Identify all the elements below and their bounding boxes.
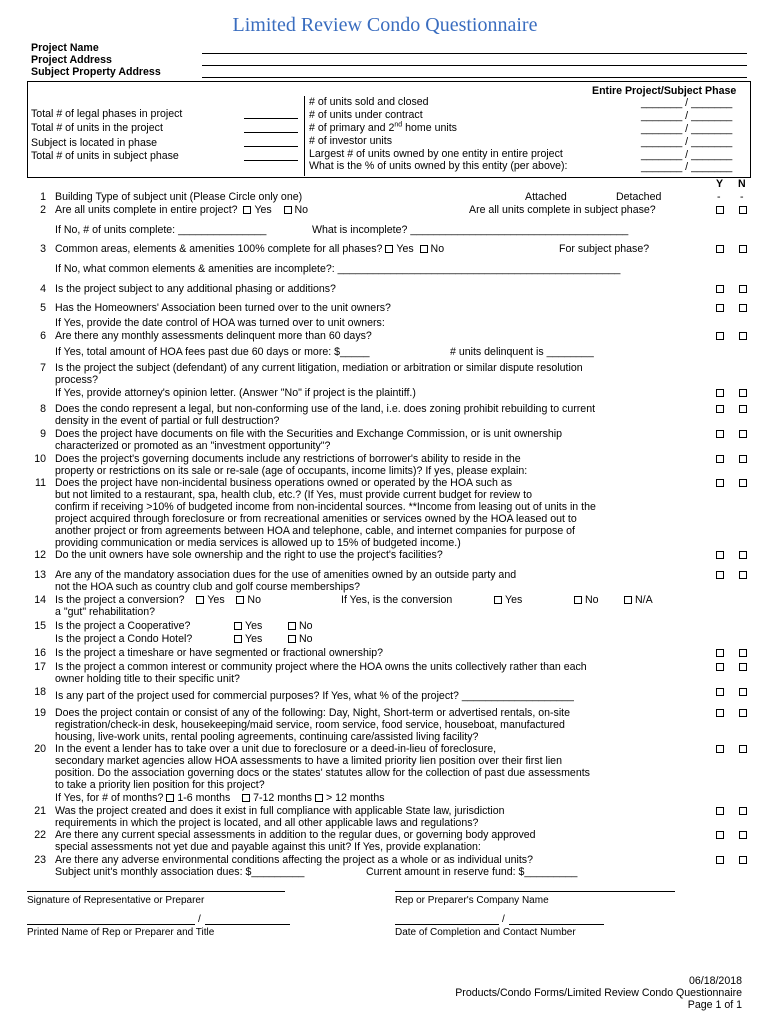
subject-property-address-label: Subject Property Address	[31, 66, 161, 78]
question-17-text: Is the project a common interest or community project where the HOA owns the units collectively rather than each	[55, 661, 587, 673]
question-19-text: registration/check-in desk, housekeeping/maid service, room service, food service, houseboat, manufactured	[55, 719, 565, 731]
question-20-text: secondary market agencies allow HOA assessments to have a limited priority lien position over their first lien	[55, 755, 562, 767]
footer-date: 06/18/2018	[688, 975, 742, 987]
question-number: 2	[40, 204, 46, 216]
question-18-text: Is any part of the project used for commercial purposes? If Yes, what % of the project? ___________________	[55, 690, 574, 702]
question-9-text: characterized or promoted as an "investment opportunity"?	[55, 440, 331, 452]
q9-y-checkbox[interactable]	[716, 430, 724, 438]
question-11-text: providing communication or media services is allowed up to 15% of budgeted income.)	[55, 537, 461, 549]
question-number: 20	[34, 743, 46, 755]
question-11-text: Does the project have non-incidental business operations owned or operated by the HOA such as	[55, 477, 512, 489]
q13-n-checkbox[interactable]	[739, 571, 747, 579]
total-units-label: Total # of units in the project	[31, 122, 163, 134]
question-22-text: Are there any current special assessments in addition to the regular dues, or governing body approved	[55, 829, 536, 841]
q11-y-checkbox[interactable]	[716, 479, 724, 487]
subject-phase-label: Subject is located in phase	[31, 137, 158, 149]
q10-n-checkbox[interactable]	[739, 455, 747, 463]
footer-path: Products/Condo Forms/Limited Review Condo Questionnaire	[455, 987, 742, 999]
q18-y-checkbox[interactable]	[716, 688, 724, 696]
footer-page: Page 1 of 1	[687, 999, 742, 1011]
units-sold-field[interactable]: _______ / _______	[641, 97, 733, 109]
question-15b-text: Is the project a Condo Hotel?	[55, 633, 193, 645]
completion-date-label: Date of Completion and Contact Number	[395, 927, 576, 938]
q22-n-checkbox[interactable]	[739, 831, 747, 839]
q3-y-checkbox[interactable]	[716, 245, 724, 253]
q13-y-checkbox[interactable]	[716, 571, 724, 579]
question-22-text: special assessments not yet due and payable against this unit? If Yes, provide explanation:	[55, 841, 481, 853]
entire-project-heading: Entire Project/Subject Phase	[592, 85, 737, 97]
title-field[interactable]	[205, 924, 290, 925]
question-number: 15	[34, 620, 46, 632]
q8-n-checkbox[interactable]	[739, 405, 747, 413]
question-number: 5	[40, 302, 46, 314]
q5-n-checkbox[interactable]	[739, 304, 747, 312]
question-11-text: another project or from agreements between HOA and telephone, cable, and internet companies for purpose of	[55, 525, 575, 537]
question-14-text: Is the project a conversion? Yes No	[55, 594, 261, 606]
question-number: 16	[34, 647, 46, 659]
question-number: 4	[40, 283, 46, 295]
question-number: 18	[34, 686, 46, 698]
q7-y-checkbox[interactable]	[716, 389, 724, 397]
question-number: 21	[34, 805, 46, 817]
q14-conv-na-checkbox[interactable]	[624, 596, 632, 604]
largest-owner-label: Largest # of units owned by one entity in entire project	[309, 148, 563, 160]
subject-phase-field[interactable]	[244, 146, 298, 147]
q18-n-checkbox[interactable]	[739, 688, 747, 696]
q3-n-checkbox[interactable]	[739, 245, 747, 253]
question-number: 9	[40, 428, 46, 440]
q15a-yes: Yes	[234, 620, 262, 632]
question-number: 6	[40, 330, 46, 342]
q4-n-checkbox[interactable]	[739, 285, 747, 293]
q9-n-checkbox[interactable]	[739, 430, 747, 438]
q14-conv-yes-checkbox[interactable]	[494, 596, 502, 604]
question-number: 1	[40, 191, 46, 203]
question-6b-text: If Yes, total amount of HOA fees past due 60 days or more: $_____	[55, 346, 370, 358]
question-17-text: owner holding title to their specific unit?	[55, 673, 240, 685]
subject-property-address-field[interactable]	[202, 77, 747, 78]
project-address-label: Project Address	[31, 54, 112, 66]
months-1-6-checkbox[interactable]	[166, 794, 174, 802]
q12-n-checkbox[interactable]	[739, 551, 747, 559]
legal-phases-label: Total # of legal phases in project	[31, 108, 183, 120]
slash: /	[502, 914, 505, 925]
signature-field[interactable]	[27, 891, 285, 892]
q22-y-checkbox[interactable]	[716, 831, 724, 839]
q2-yes-checkbox[interactable]	[243, 206, 251, 214]
question-19-text: Does the project contain or consist of any of the following: Day, Night, Short-term or advertised rentals, on-site	[55, 707, 571, 719]
question-20-text: In the event a lender has to take over a unit due to foreclosure or a deed-in-lieu of foreclosure,	[55, 743, 497, 755]
yes-column-heading: Y	[716, 178, 724, 190]
attached-option[interactable]: Attached	[525, 191, 567, 203]
question-10-text: Does the project's governing documents include any restrictions of borrower's ability to reside in the	[55, 453, 521, 465]
question-number: 3	[40, 243, 46, 255]
q7-n-checkbox[interactable]	[739, 389, 747, 397]
completion-date-field[interactable]	[395, 924, 499, 925]
question-15a-text: Is the project a Cooperative?	[55, 620, 191, 632]
question-number: 10	[34, 453, 46, 465]
primary-second-home-field[interactable]: _______ / _______	[641, 123, 733, 135]
question-21-text: requirements in which the project is located, and all other applicable laws and regulations?	[55, 817, 479, 829]
q16-y-checkbox[interactable]	[716, 649, 724, 657]
question-19-text: housing, live-work units, rental pooling agreements, continuing care/assisted living facility?	[55, 731, 479, 743]
printed-name-field[interactable]	[27, 924, 195, 925]
q23-n-checkbox[interactable]	[739, 856, 747, 864]
q14-yes-checkbox[interactable]	[196, 596, 204, 604]
company-name-label: Rep or Preparer's Company Name	[395, 895, 549, 906]
q14-conv-na: N/A	[624, 594, 653, 606]
months-7-12-checkbox[interactable]	[242, 794, 250, 802]
question-16-text: Is the project a timeshare or have segmented or fractional ownership?	[55, 647, 383, 659]
q17-y-checkbox[interactable]	[716, 663, 724, 671]
total-units-field[interactable]	[244, 132, 298, 133]
question-11-text: confirm if receiving >10% of budgeted income from non-incidental sources. **Income from leasing out of units in the	[55, 501, 596, 513]
q14-conv-no-checkbox[interactable]	[574, 596, 582, 604]
footer	[455, 975, 742, 1011]
q6-y-checkbox[interactable]	[716, 332, 724, 340]
question-3-text: Common areas, elements & amenities 100% complete for all phases? Yes No	[55, 243, 445, 255]
question-10-text: property or restrictions on its sale or re-sale (age of occupants, income limits)? If yes, please explain:	[55, 465, 528, 477]
owner-percent-field[interactable]: _______ / _______	[641, 161, 733, 173]
question-8-text: density in the event of partial or full destruction?	[55, 415, 280, 427]
q15a-no-checkbox[interactable]	[288, 622, 296, 630]
question-21-text: Was the project created and does it exist in full compliance with applicable State law, jurisdiction	[55, 805, 505, 817]
question-4-text: Is the project subject to any additional phasing or additions?	[55, 283, 336, 295]
investor-units-label: # of investor units	[309, 135, 393, 147]
slash: /	[198, 914, 201, 925]
units-under-contract-label: # of units under contract	[309, 109, 423, 121]
units-sold-label: # of units sold and closed	[309, 96, 429, 108]
contact-number-field[interactable]	[509, 924, 604, 925]
question-5b-text: If Yes, provide the date control of HOA was turned over to unit owners:	[55, 317, 385, 329]
q21-y-checkbox[interactable]	[716, 807, 724, 815]
q19-n-checkbox[interactable]	[739, 709, 747, 717]
owner-percent-label: What is the % of units owned by this entity (per above):	[309, 160, 568, 172]
question-9-text: Does the project have documents on file with the Securities and Exchange Commission, or is unit ownership	[55, 428, 562, 440]
q3-no-checkbox[interactable]	[420, 245, 428, 253]
q16-n-checkbox[interactable]	[739, 649, 747, 657]
question-6-text: Are there any monthly assessments delinquent more than 60 days?	[55, 330, 372, 342]
question-8-text: Does the condo represent a legal, but non-conforming use of the land, i.e. does zoning prohibit rebuilding to current	[55, 403, 596, 415]
project-address-field[interactable]	[202, 65, 747, 66]
question-14c-text: If Yes, is the conversion	[341, 594, 453, 606]
q6-n-checkbox[interactable]	[739, 332, 747, 340]
q15a-no: No	[288, 620, 313, 632]
question-2d-text: What is incomplete? _____________________________________	[312, 224, 629, 236]
q3-yes-checkbox[interactable]	[385, 245, 393, 253]
question-number: 19	[34, 707, 46, 719]
q2-y-checkbox[interactable]	[716, 206, 724, 214]
primary-second-home-label: # of primary and 2nd home units	[309, 121, 457, 134]
investor-units-field[interactable]: _______ / _______	[641, 136, 733, 148]
printed-name-label: Printed Name of Rep or Preparer and Title	[27, 927, 215, 938]
question-number: 13	[34, 569, 46, 581]
subject-phase-units-label: Total # of units in subject phase	[31, 150, 179, 162]
question-13-text: Are any of the mandatory association dues for the use of amenities owned by an outside party and	[55, 569, 517, 581]
no-dash: -	[740, 191, 744, 203]
q15a-yes-checkbox[interactable]	[234, 622, 242, 630]
q14-conv-no: No	[574, 594, 599, 606]
signature-label: Signature of Representative or Preparer	[27, 895, 205, 906]
question-number: 7	[40, 362, 46, 374]
q15b-yes-checkbox[interactable]	[234, 635, 242, 643]
no-column-heading: N	[738, 178, 746, 190]
months-12-plus-checkbox[interactable]	[315, 794, 323, 802]
question-7-text: process?	[55, 374, 98, 386]
question-number: 22	[34, 829, 46, 841]
legal-phases-field[interactable]	[244, 118, 298, 119]
project-name-field[interactable]	[202, 53, 747, 54]
question-5-text: Has the Homeowners' Association been turned over to the unit owners?	[55, 302, 391, 314]
company-name-field[interactable]	[395, 891, 675, 892]
question-20-text: to take a priority lien position for this project?	[55, 779, 265, 791]
q14-no-checkbox[interactable]	[236, 596, 244, 604]
question-20e-text: If Yes, for # of months? 1-6 months 7-12 months > 12 months	[55, 792, 385, 804]
question-2-text: Are all units complete in entire project? Yes No	[55, 204, 309, 216]
q4-y-checkbox[interactable]	[716, 285, 724, 293]
question-13-text: not the HOA such as country club and golf course memberships?	[55, 581, 361, 593]
detached-option[interactable]: Detached	[616, 191, 662, 203]
monthly-dues-field[interactable]: Subject unit's monthly association dues: $_________	[55, 866, 305, 878]
question-number: 12	[34, 549, 46, 561]
units-under-contract-field[interactable]: _______ / _______	[641, 110, 733, 122]
q8-y-checkbox[interactable]	[716, 405, 724, 413]
question-23-text: Are there any adverse environmental conditions affecting the project as a whole or as individual units?	[55, 854, 533, 866]
question-11-text: project acquired through foreclosure or from recreational amenities or services owned by the HOA leased out to	[55, 513, 577, 525]
question-3b-text: For subject phase?	[559, 243, 650, 255]
question-14b-text: a "gut" rehabilitation?	[55, 606, 155, 618]
question-20-text: position. Do the association governing docs or the states' statutes allow for the collection of past due assessments	[55, 767, 590, 779]
question-number: 11	[35, 477, 46, 489]
question-2c-text: If No, # of units complete: _______________	[55, 224, 267, 236]
question-number: 14	[34, 594, 46, 606]
q20-n-checkbox[interactable]	[739, 745, 747, 753]
question-number: 17	[34, 661, 46, 673]
subject-phase-units-field[interactable]	[244, 160, 298, 161]
question-1-text: Building Type of subject unit (Please Circle only one)	[55, 191, 303, 203]
q21-n-checkbox[interactable]	[739, 807, 747, 815]
q12-y-checkbox[interactable]	[716, 551, 724, 559]
q15b-yes: Yes	[234, 633, 262, 645]
q2-no-checkbox[interactable]	[284, 206, 292, 214]
q19-y-checkbox[interactable]	[716, 709, 724, 717]
question-number: 23	[34, 854, 46, 866]
question-number: 8	[40, 403, 46, 415]
q2-n-checkbox[interactable]	[739, 206, 747, 214]
question-7-text: Is the project the subject (defendant) of any current litigation, mediation or arbitration or similar dispute resolution	[55, 362, 583, 374]
box-divider	[304, 96, 305, 176]
page-title: Limited Review Condo Questionnaire	[232, 14, 538, 36]
question-6c-text: # units delinquent is ________	[450, 346, 594, 358]
question-7c-text: If Yes, provide attorney's opinion letter. (Answer "No" if project is the plaintiff.)	[55, 387, 416, 399]
question-3c-text: If No, what common elements & amenities are incomplete?: ________________________________________________	[55, 263, 621, 275]
reserve-fund-field[interactable]: Current amount in reserve fund: $_________	[366, 866, 578, 878]
q10-y-checkbox[interactable]	[716, 455, 724, 463]
q20-y-checkbox[interactable]	[716, 745, 724, 753]
question-11-text: but not limited to a restaurant, spa, health club, etc.? (If Yes, must provide current budget for review to	[55, 489, 532, 501]
q15b-no: No	[288, 633, 313, 645]
q11-n-checkbox[interactable]	[739, 479, 747, 487]
question-12-text: Do the unit owners have sole ownership and the right to use the project's facilities?	[55, 549, 443, 561]
q5-y-checkbox[interactable]	[716, 304, 724, 312]
question-2b-text: Are all units complete in subject phase?	[469, 204, 656, 216]
project-name-label: Project Name	[31, 42, 99, 54]
q15b-no-checkbox[interactable]	[288, 635, 296, 643]
yes-dash: -	[717, 191, 721, 203]
q17-n-checkbox[interactable]	[739, 663, 747, 671]
q23-y-checkbox[interactable]	[716, 856, 724, 864]
q14-conv-yes: Yes	[494, 594, 522, 606]
largest-owner-field[interactable]: _______ / _______	[641, 149, 733, 161]
